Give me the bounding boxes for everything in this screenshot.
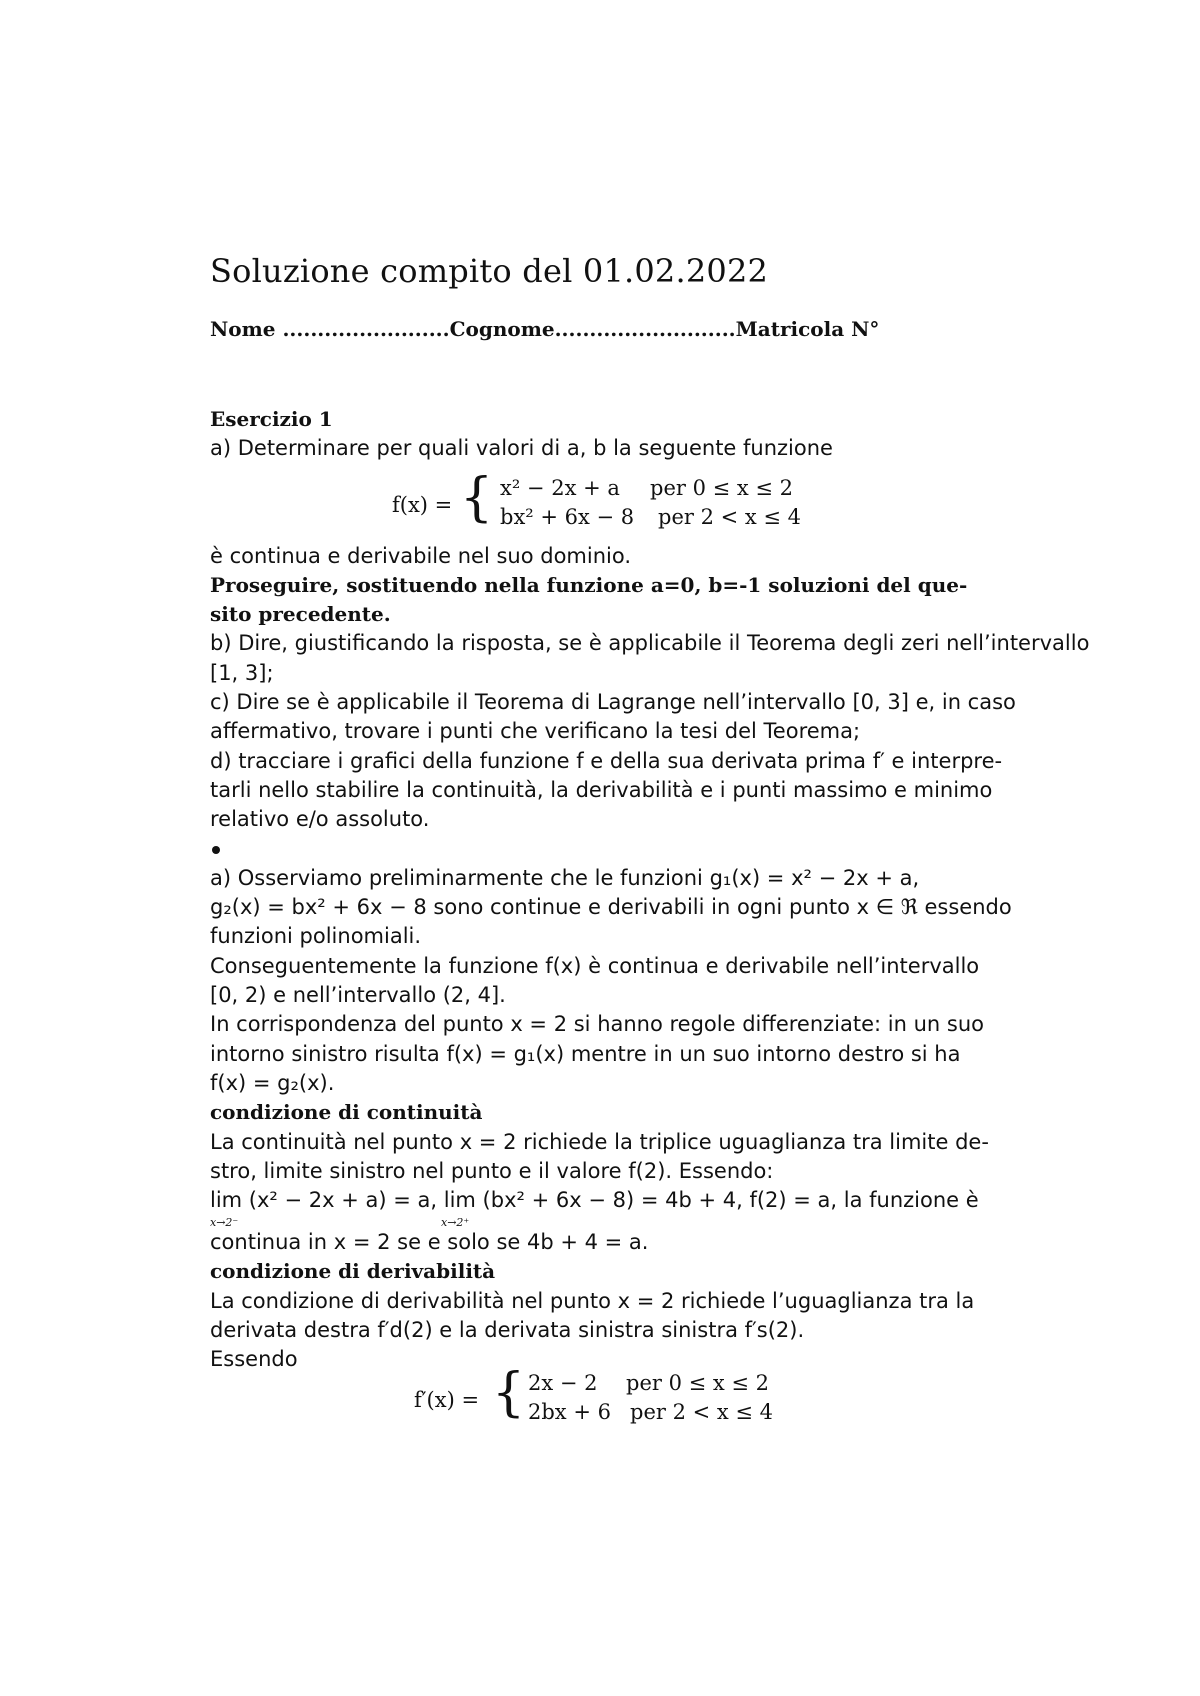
continuity-heading: condizione di continuità bbox=[210, 1100, 483, 1125]
case-1-expression: x² − 2x + a bbox=[500, 475, 620, 500]
continuity-text: La continuità nel punto x = 2 richiede la triplice uguaglianza tra limite de- bbox=[210, 1129, 989, 1154]
case-2-condition: per 2 < x ≤ 4 bbox=[630, 1399, 774, 1424]
case-1-condition: per 0 ≤ x ≤ 2 bbox=[650, 475, 794, 500]
instruction-line: sito precedente. bbox=[210, 602, 391, 627]
student-info-row: Nome ........................Cognome..........................Matricola N° bbox=[210, 317, 880, 341]
case-1-condition: per 0 ≤ x ≤ 2 bbox=[626, 1370, 770, 1395]
solution-text: [0, 2) e nell’intervallo (2, 4]. bbox=[210, 983, 506, 1008]
page-title: Soluzione compito del 01.02.2022 bbox=[210, 252, 769, 290]
solution-text: Conseguentemente la funzione f(x) è continua e derivabile nell’intervallo bbox=[210, 953, 980, 978]
limit-expression: lim (x² − 2x + a) = a, lim (bx² + 6x − 8) = 4b + 4, f(2) = a, la funzione è bbox=[210, 1188, 979, 1213]
question-c-text: affermativo, trovare i punti che verificano la tesi del Teorema; bbox=[210, 719, 861, 744]
solution-text: funzioni polinomiali. bbox=[210, 924, 422, 949]
solution-text: f(x) = g₂(x). bbox=[210, 1070, 335, 1095]
solution-text: g₂(x) = bx² + 6x − 8 sono continue e derivabili in ogni punto x ∈ ℜ essendo bbox=[210, 895, 1012, 920]
question-d-text: d) tracciare i grafici della funzione f e della sua derivata prima f′ e interpre- bbox=[210, 748, 1003, 773]
instruction-line: Proseguire, sostituendo nella funzione a=0, b=-1 soluzioni del que- bbox=[210, 572, 968, 597]
limit-line bbox=[210, 1186, 1070, 1228]
continuity-text: continua in x = 2 se e solo se 4b + 4 = a. bbox=[210, 1230, 649, 1255]
document-body bbox=[210, 405, 1090, 1437]
function-lhs: f(x) = bbox=[392, 492, 453, 517]
derivative-definition bbox=[210, 1362, 1070, 1431]
brace-symbol: { bbox=[460, 467, 494, 528]
question-b-text: [1, 3]; bbox=[210, 660, 274, 685]
text-line: è continua e derivabile nel suo dominio. bbox=[210, 543, 632, 568]
derivability-text: La condizione di derivabilità nel punto x = 2 richiede l’uguaglianza tra la bbox=[210, 1288, 975, 1313]
solution-text: a) Osserviamo preliminarmente che le funzioni g₁(x) = x² − 2x + a, bbox=[210, 865, 920, 890]
derivability-text: Essendo bbox=[210, 1347, 298, 1372]
derivability-heading: condizione di derivabilità bbox=[210, 1259, 496, 1284]
limit-subscript-left: x→2⁻ bbox=[210, 1216, 239, 1230]
question-d-text: relativo e/o assoluto. bbox=[210, 807, 430, 832]
case-2-condition: per 2 < x ≤ 4 bbox=[658, 504, 802, 529]
case-2-expression: bx² + 6x − 8 bbox=[500, 504, 635, 529]
case-2-expression: 2bx + 6 bbox=[528, 1399, 611, 1424]
limit-subscript-right: x→2⁺ bbox=[441, 1216, 470, 1230]
solution-text: In corrispondenza del punto x = 2 si hanno regole differenziate: in un suo bbox=[210, 1012, 985, 1037]
function-definition bbox=[210, 467, 1070, 536]
question-d-text: tarli nello stabilire la continuità, la derivabilità e i punti massimo e minimo bbox=[210, 777, 993, 802]
solution-text: intorno sinistro risulta f(x) = g₁(x) mentre in un suo intorno destro si ha bbox=[210, 1041, 961, 1066]
case-1-expression: 2x − 2 bbox=[528, 1370, 598, 1395]
question-b-text: b) Dire, giustificando la risposta, se è applicabile il Teorema degli zeri nell’intervallo bbox=[210, 631, 1090, 656]
exercise-heading: Esercizio 1 bbox=[210, 407, 333, 431]
derivative-lhs: f′(x) = bbox=[414, 1387, 480, 1412]
continuity-text: stro, limite sinistro nel punto e il valore f(2). Essendo: bbox=[210, 1158, 774, 1183]
derivability-text: derivata destra f′d(2) e la derivata sinistra sinistra f′s(2). bbox=[210, 1318, 805, 1343]
question-a-text: a) Determinare per quali valori di a, b la seguente funzione bbox=[210, 436, 833, 461]
brace-symbol: { bbox=[492, 1362, 526, 1423]
question-c-text: c) Dire se è applicabile il Teorema di Lagrange nell’intervallo [0, 3] e, in caso bbox=[210, 690, 1016, 715]
bullet-icon bbox=[210, 835, 1070, 864]
